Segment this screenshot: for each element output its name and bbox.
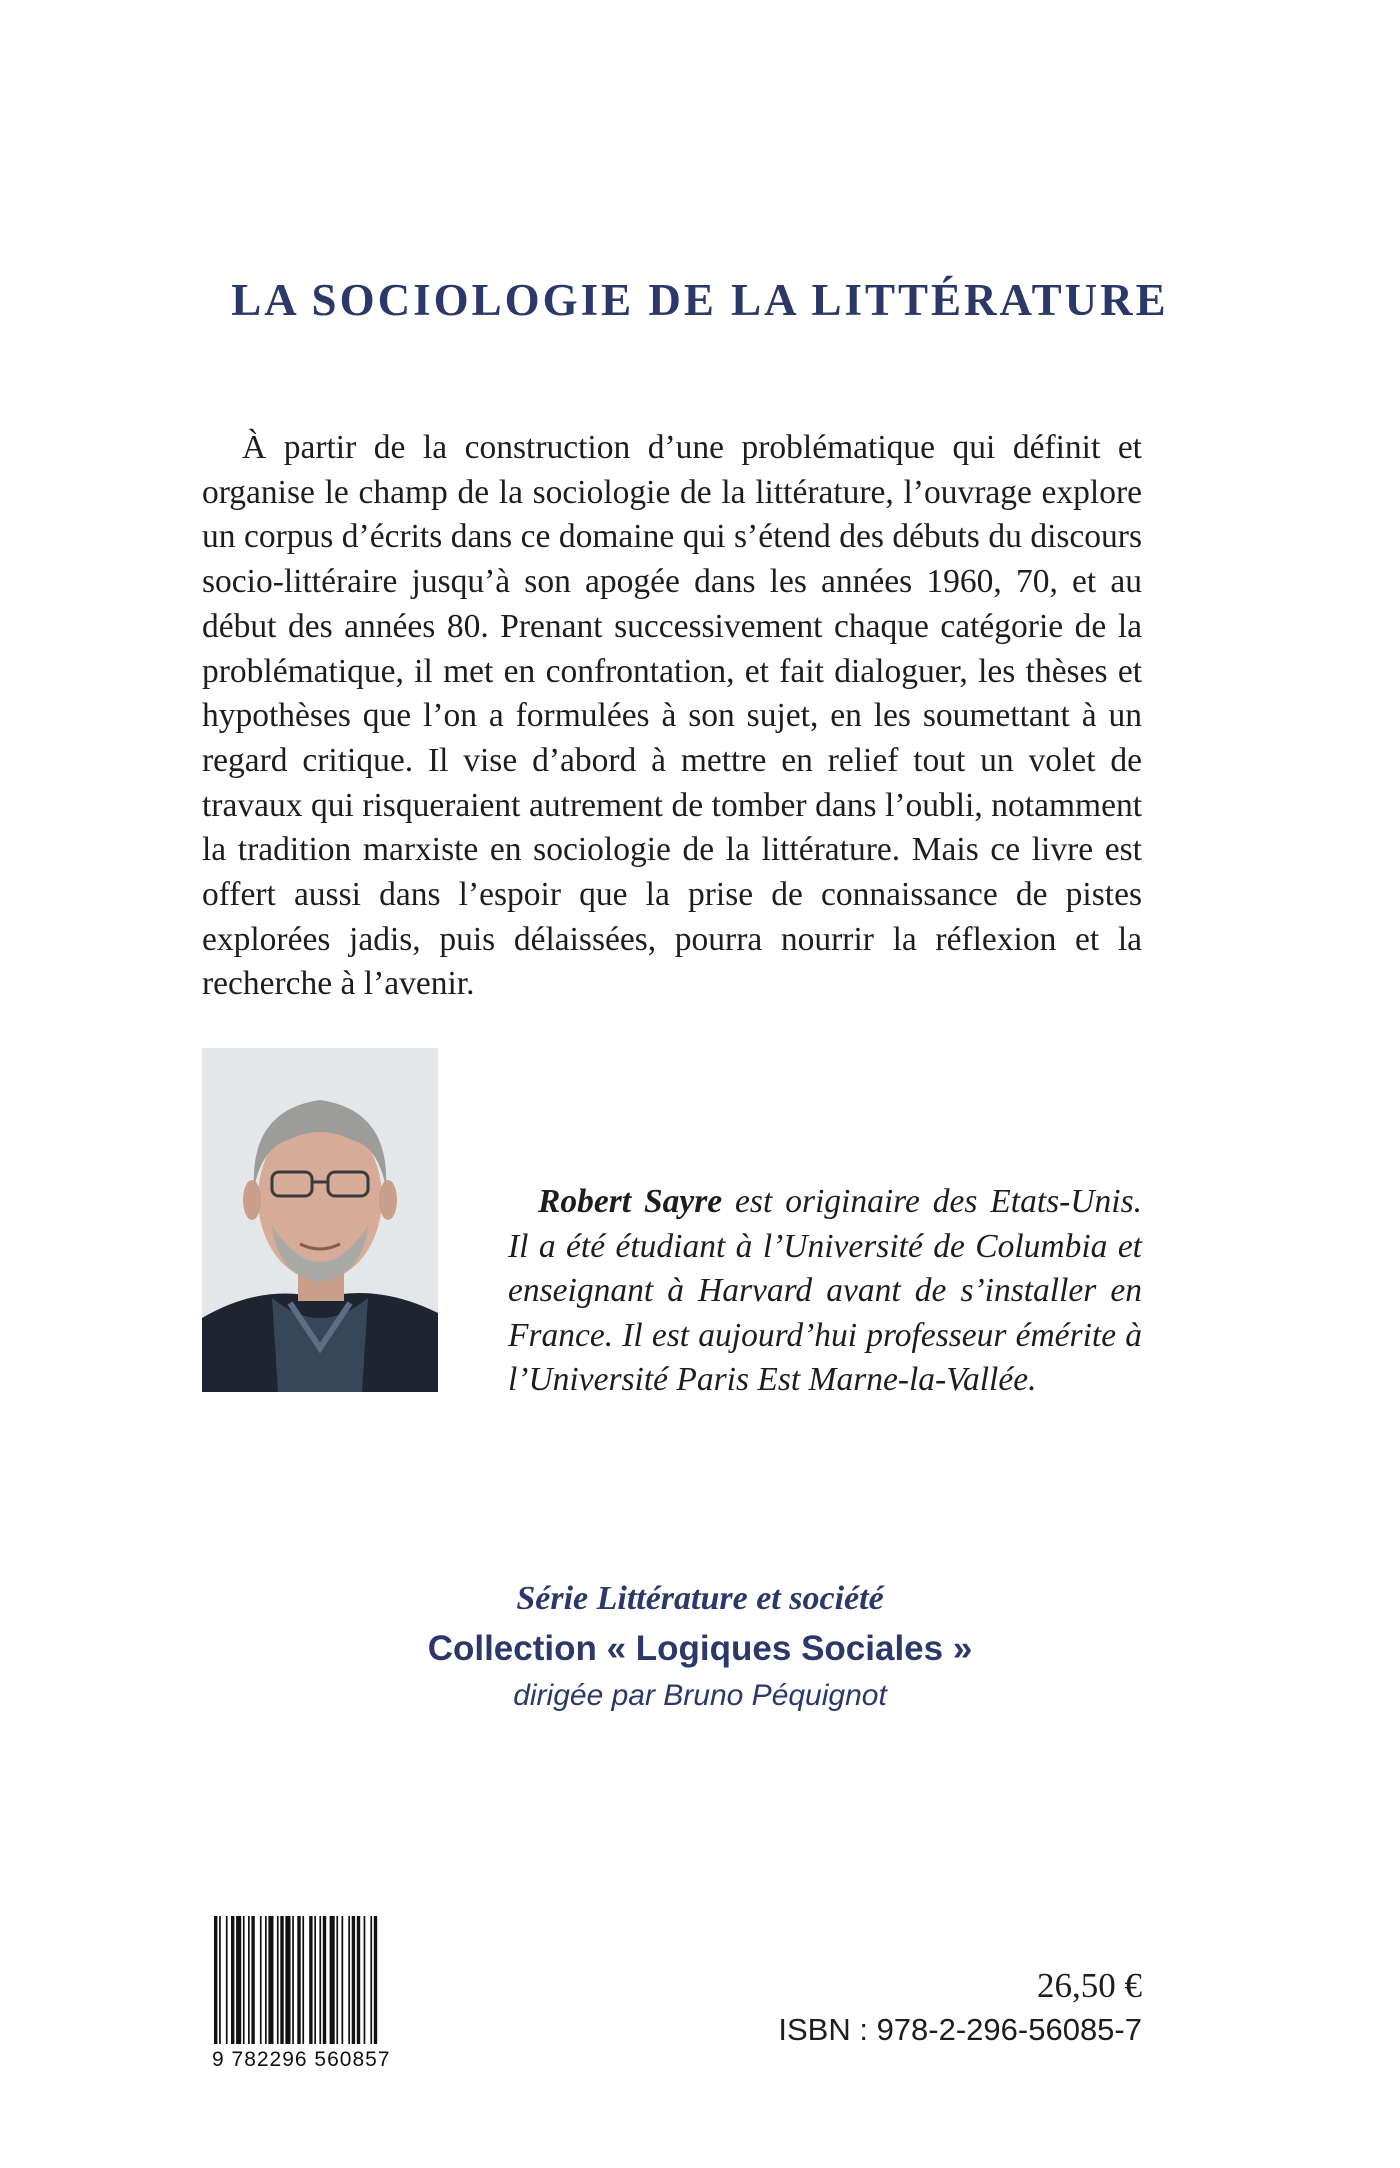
book-title: LA SOCIOLOGIE DE LA LITTÉRATURE: [231, 275, 1169, 325]
barcode-bar: [236, 1916, 241, 2044]
barcode-bar: [226, 1916, 228, 2044]
series-block: [0, 1574, 1400, 1718]
barcode-bar: [219, 1916, 221, 2044]
barcode-bar: [364, 1916, 366, 2044]
barcode-bar: [336, 1916, 338, 2044]
barcode-bar: [248, 1916, 250, 2044]
author-name: Robert Sayre: [538, 1183, 723, 1220]
author-bio: [508, 1180, 1142, 1403]
barcode-bar: [297, 1916, 300, 2044]
barcode-bar: [243, 1916, 245, 2044]
barcode-bar: [352, 1916, 355, 2044]
barcode-bar: [330, 1916, 335, 2044]
collection-name: Collection « Logiques Sociales »: [427, 1629, 973, 1668]
barcode-bar: [319, 1916, 321, 2044]
barcode-bar: [374, 1916, 377, 2044]
barcode-bar: [231, 1916, 234, 2044]
barcode-bar: [268, 1916, 273, 2044]
barcode-bar: [214, 1916, 217, 2044]
price: 26,50 €: [1037, 1966, 1142, 2005]
barcode-number: 9 782296 560857: [212, 2048, 391, 2071]
barcode-bar: [285, 1916, 290, 2044]
barcode-bar: [280, 1916, 283, 2044]
isbn: ISBN : 978-2-296-56085-7: [778, 2012, 1142, 2047]
barcode-bar: [370, 1916, 372, 2044]
book-summary: À partir de la construction d’une problématique qui définit et organise le champ de la sociologie de la littérature, l’ouvrage explore un corpus d’écrits dans ce domaine qui s’étend des débuts du discours socio-littéraire jusqu’à son apogée dans les années 1960, 70, et au début des années 80. Prenant successivement chaque catégorie de la problématique, il met en confrontation, et fait dialoguer, les thèses et hypothèses que l’on a formulées à son sujet, en les soumettant à un regard critique. Il vise d’abord à mettre en relief tout un volet de travaux qui risqueraient autrement de tomber dans l’oubli, notamment la tradition marxiste en sociologie de la littérature. Mais ce livre est offert aussi dans l’espoir que la prise de connaissance de pistes explorées jadis, puis délaissées, pourra nourrir la réflexion et la recherche à l’avenir.: [202, 429, 1142, 1003]
series-name: Série Littérature et société: [516, 1580, 884, 1617]
barcode-bar: [357, 1916, 360, 2044]
barcode-bar: [348, 1916, 350, 2044]
barcode-bar: [309, 1916, 312, 2044]
barcode-bar: [323, 1916, 326, 2044]
author-bio-text: est originaire des Etats-Unis. Il a été étudiant à l’Université de Columbia et enseignant à Harvard avant de s’installer en France. Il est aujourd’hui professeur émérite à l’Université Paris Est Marne-la-Vallée.: [508, 1183, 1142, 1398]
barcode-bar: [314, 1916, 316, 2044]
barcode: [212, 1916, 422, 2044]
barcode-bar: [265, 1916, 267, 2044]
collection-director: dirigée par Bruno Péquignot: [513, 1679, 887, 1712]
author-photo: [202, 1048, 438, 1392]
barcode-bar: [277, 1916, 279, 2044]
barcode-bar: [292, 1916, 294, 2044]
barcode-bar: [302, 1916, 304, 2044]
barcode-bar: [251, 1916, 254, 2044]
barcode-bar: [260, 1916, 262, 2044]
barcode-bar: [342, 1916, 344, 2044]
